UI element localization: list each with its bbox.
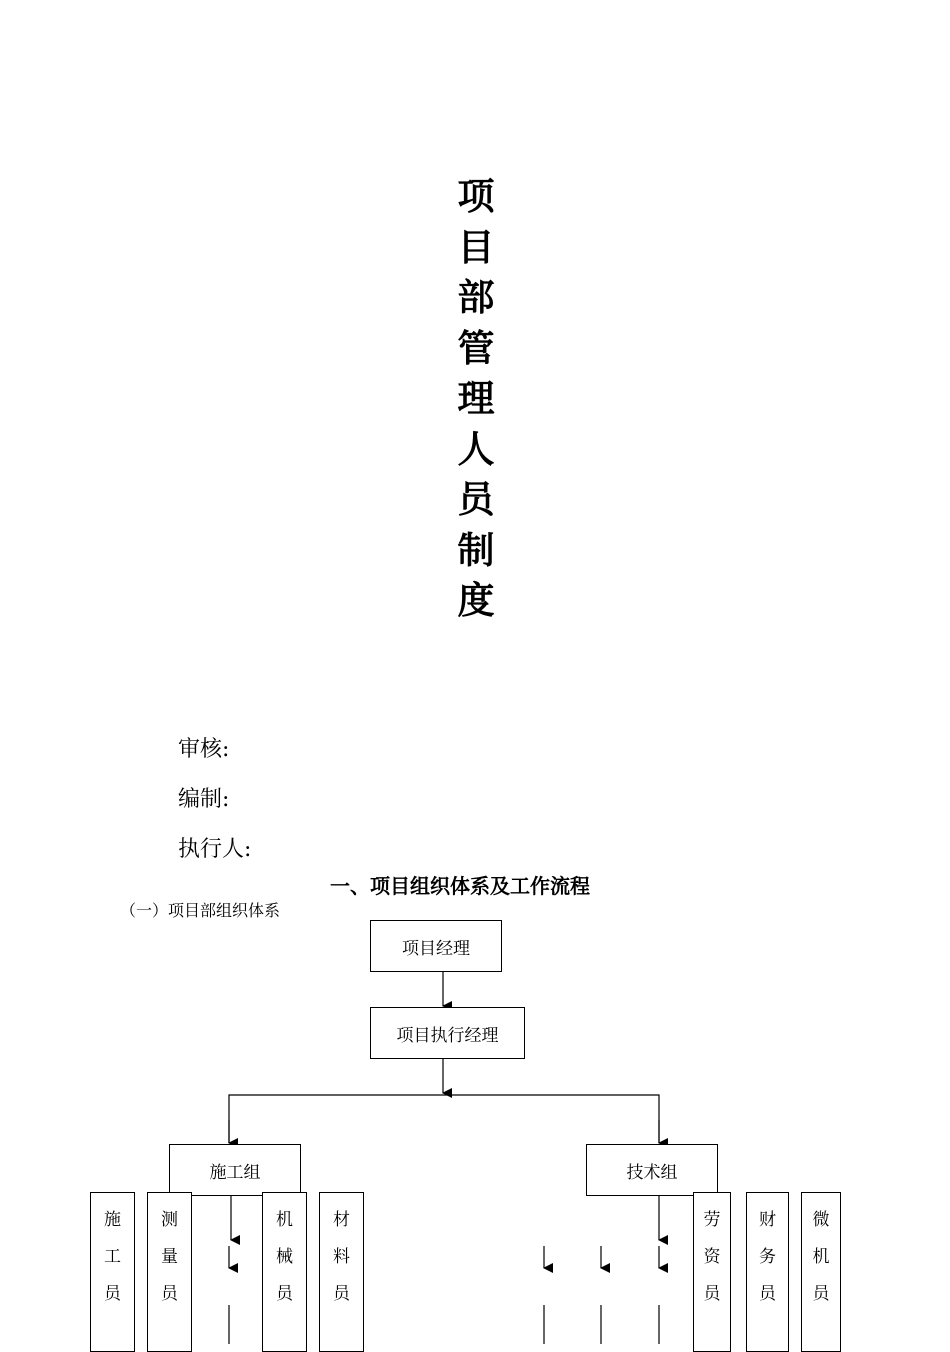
org-node-label: 技术组 — [626, 1162, 678, 1183]
role-box-labor-staff — [693, 1192, 731, 1352]
review-label: 审核: — [178, 737, 230, 762]
role-char: 务 — [759, 1247, 776, 1267]
compile-label: 编制: — [178, 787, 230, 812]
title-char: 项 — [457, 175, 495, 218]
role-char: 财 — [759, 1210, 776, 1230]
role-char: 劳 — [703, 1210, 721, 1230]
role-char: 资 — [703, 1247, 721, 1267]
role-box-surveyor — [147, 1192, 192, 1352]
title-char: 管 — [457, 326, 495, 370]
role-box-finance-staff — [746, 1192, 789, 1352]
executor-label: 执行人: — [178, 837, 252, 862]
title-char: 员 — [457, 478, 495, 521]
org-node-technical-group — [586, 1144, 718, 1196]
role-char: 械 — [276, 1247, 293, 1267]
role-box-material-staff — [319, 1192, 364, 1352]
title-char: 人 — [457, 427, 495, 471]
org-node-label: 项目经理 — [402, 938, 470, 959]
role-box-machinery-staff — [262, 1192, 307, 1352]
role-char: 机 — [812, 1247, 830, 1267]
title-char: 制 — [457, 528, 495, 572]
role-char: 员 — [703, 1284, 721, 1304]
org-node-project-manager — [370, 920, 502, 972]
org-node-label: 项目执行经理 — [396, 1025, 499, 1046]
role-char: 工 — [104, 1247, 121, 1267]
role-char: 施 — [104, 1210, 121, 1230]
role-box-computer-staff — [801, 1192, 841, 1352]
role-char: 料 — [333, 1247, 350, 1267]
role-char: 测 — [161, 1210, 178, 1230]
role-char: 微 — [812, 1210, 830, 1230]
role-char: 员 — [333, 1284, 350, 1304]
role-char: 量 — [161, 1247, 178, 1267]
role-char: 机 — [276, 1210, 293, 1230]
title-char: 部 — [457, 276, 495, 319]
subsection-heading: （一）项目部组织体系 — [120, 901, 281, 920]
role-char: 材 — [333, 1210, 350, 1230]
role-char: 员 — [812, 1284, 830, 1304]
title-char: 度 — [457, 579, 495, 622]
role-char: 员 — [759, 1284, 776, 1304]
title-char: 理 — [457, 377, 495, 420]
role-char: 员 — [161, 1284, 178, 1304]
role-char: 员 — [104, 1284, 121, 1304]
org-node-label: 施工组 — [209, 1162, 261, 1183]
section-heading: 一、项目组织体系及工作流程 — [330, 874, 590, 898]
org-node-construction-group — [169, 1144, 301, 1196]
role-box-construction-staff — [90, 1192, 135, 1352]
role-char: 员 — [276, 1284, 293, 1304]
org-node-exec-manager — [370, 1007, 525, 1059]
title-char: 目 — [457, 225, 495, 269]
